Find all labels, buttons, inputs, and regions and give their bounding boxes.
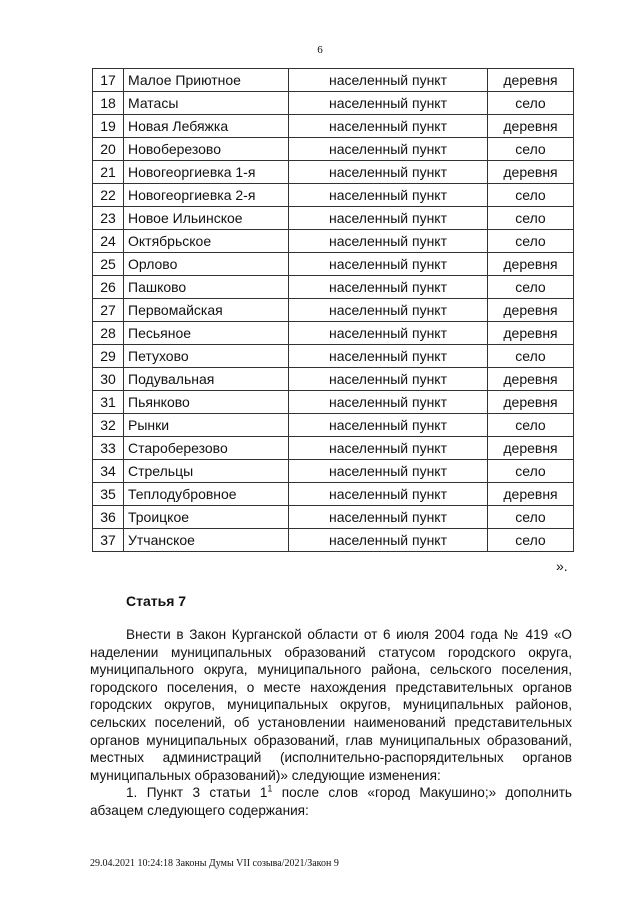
table-row: [93, 92, 574, 115]
table-row: [93, 322, 574, 345]
settlement-name: Рынки: [124, 414, 289, 437]
article-title: Статья 7: [126, 593, 187, 609]
row-number: 21: [93, 161, 124, 184]
settlement-category: населенный пункт: [289, 529, 488, 552]
table-row: [93, 368, 574, 391]
settlement-category: населенный пункт: [289, 460, 488, 483]
settlement-category: населенный пункт: [289, 161, 488, 184]
table-row: [93, 253, 574, 276]
settlement-name: Матасы: [124, 92, 289, 115]
settlement-category: населенный пункт: [289, 437, 488, 460]
page-number: 6: [317, 44, 323, 56]
settlement-name: Октябрьское: [124, 230, 289, 253]
settlement-category: населенный пункт: [289, 391, 488, 414]
settlement-category: населенный пункт: [289, 253, 488, 276]
document-footer: 29.04.2021 10:24:18 Законы Думы VII созыва/2021/Закон 9: [90, 858, 339, 869]
settlements-table-body: [93, 69, 574, 552]
settlement-category: населенный пункт: [289, 207, 488, 230]
settlement-category: населенный пункт: [289, 184, 488, 207]
table-row: [93, 391, 574, 414]
settlement-category: населенный пункт: [289, 92, 488, 115]
settlement-name: Новоберезово: [124, 138, 289, 161]
settlement-type: деревня: [488, 253, 574, 276]
row-number: 27: [93, 299, 124, 322]
row-number: 19: [93, 115, 124, 138]
table-row: [93, 299, 574, 322]
settlement-category: населенный пункт: [289, 345, 488, 368]
row-number: 30: [93, 368, 124, 391]
settlement-type: деревня: [488, 322, 574, 345]
row-number: 22: [93, 184, 124, 207]
table-row: [93, 161, 574, 184]
settlement-type: деревня: [488, 483, 574, 506]
settlement-name: Первомайская: [124, 299, 289, 322]
table-row: [93, 529, 574, 552]
settlement-type: село: [488, 92, 574, 115]
row-number: 28: [93, 322, 124, 345]
row-number: 36: [93, 506, 124, 529]
row-number: 34: [93, 460, 124, 483]
table-row: [93, 414, 574, 437]
settlement-type: село: [488, 345, 574, 368]
settlement-type: село: [488, 230, 574, 253]
table-row: [93, 69, 574, 92]
settlement-type: село: [488, 506, 574, 529]
settlement-category: населенный пункт: [289, 276, 488, 299]
row-number: 18: [93, 92, 124, 115]
settlement-name: Пьянково: [124, 391, 289, 414]
settlement-type: село: [488, 414, 574, 437]
settlement-category: населенный пункт: [289, 115, 488, 138]
settlement-name: Орлово: [124, 253, 289, 276]
row-number: 37: [93, 529, 124, 552]
settlement-category: населенный пункт: [289, 483, 488, 506]
settlement-name: Теплодубровное: [124, 483, 289, 506]
settlement-type: село: [488, 529, 574, 552]
row-number: 33: [93, 437, 124, 460]
article-item-prefix: 1. Пункт 3 статьи 1: [126, 785, 268, 801]
table-row: [93, 460, 574, 483]
settlement-name: Подувальная: [124, 368, 289, 391]
article-body: [90, 626, 572, 820]
table-row: [93, 276, 574, 299]
table-row: [93, 345, 574, 368]
settlement-name: Песьяное: [124, 322, 289, 345]
row-number: 20: [93, 138, 124, 161]
closing-quote: ».: [556, 558, 568, 574]
article-paragraph: Внести в Закон Курганской области от 6 июля 2004 года № 419 «О наделении муниципальных образований статусом городского округа, муниципального округа, муниципального района, сельского поселения, городского поселения, о месте нахождения представительных органов городских округов, муниципальных округов, муниципальных районов, сельских поселений, об установлении наименований представительных органов муниципальных образований, глав муниципальных образований, местных администраций (исполнительно-распорядительных органов муниципальных образований)» следующие изменения:: [90, 627, 572, 783]
row-number: 17: [93, 69, 124, 92]
settlement-category: населенный пункт: [289, 506, 488, 529]
settlement-category: населенный пункт: [289, 414, 488, 437]
settlement-category: населенный пункт: [289, 69, 488, 92]
settlements-table: [92, 68, 574, 552]
settlement-name: Утчанское: [124, 529, 289, 552]
table-row: [93, 184, 574, 207]
table-row: [93, 506, 574, 529]
settlement-type: село: [488, 276, 574, 299]
settlement-type: село: [488, 184, 574, 207]
settlement-category: населенный пункт: [289, 299, 488, 322]
settlement-type: деревня: [488, 437, 574, 460]
row-number: 24: [93, 230, 124, 253]
settlement-name: Пашково: [124, 276, 289, 299]
settlement-category: населенный пункт: [289, 322, 488, 345]
settlement-type: село: [488, 207, 574, 230]
settlement-type: деревня: [488, 115, 574, 138]
settlement-name: Новое Ильинское: [124, 207, 289, 230]
settlement-name: Петухово: [124, 345, 289, 368]
settlement-name: Стрельцы: [124, 460, 289, 483]
settlement-name: Троицкое: [124, 506, 289, 529]
settlement-type: деревня: [488, 161, 574, 184]
table-row: [93, 207, 574, 230]
settlement-type: деревня: [488, 69, 574, 92]
table-row: [93, 138, 574, 161]
table-row: [93, 230, 574, 253]
settlement-name: Новогеоргиевка 2-я: [124, 184, 289, 207]
table-row: [93, 437, 574, 460]
settlement-name: Новогеоргиевка 1-я: [124, 161, 289, 184]
settlement-category: населенный пункт: [289, 138, 488, 161]
row-number: 35: [93, 483, 124, 506]
settlement-category: населенный пункт: [289, 230, 488, 253]
row-number: 23: [93, 207, 124, 230]
settlement-type: деревня: [488, 299, 574, 322]
table-row: [93, 115, 574, 138]
row-number: 32: [93, 414, 124, 437]
settlement-type: село: [488, 138, 574, 161]
settlement-type: село: [488, 460, 574, 483]
row-number: 31: [93, 391, 124, 414]
settlement-type: деревня: [488, 391, 574, 414]
settlement-name: Староберезово: [124, 437, 289, 460]
row-number: 25: [93, 253, 124, 276]
row-number: 26: [93, 276, 124, 299]
article-item-sup: 1: [267, 783, 273, 794]
settlement-name: Новая Лебяжка: [124, 115, 289, 138]
settlement-category: населенный пункт: [289, 368, 488, 391]
article-item-1: [90, 784, 572, 819]
row-number: 29: [93, 345, 124, 368]
settlement-type: деревня: [488, 368, 574, 391]
article-item-suffix: после слов «город Макушино;» дополнить абзацем следующего содержания:: [90, 785, 572, 818]
settlement-name: Малое Приютное: [124, 69, 289, 92]
table-row: [93, 483, 574, 506]
